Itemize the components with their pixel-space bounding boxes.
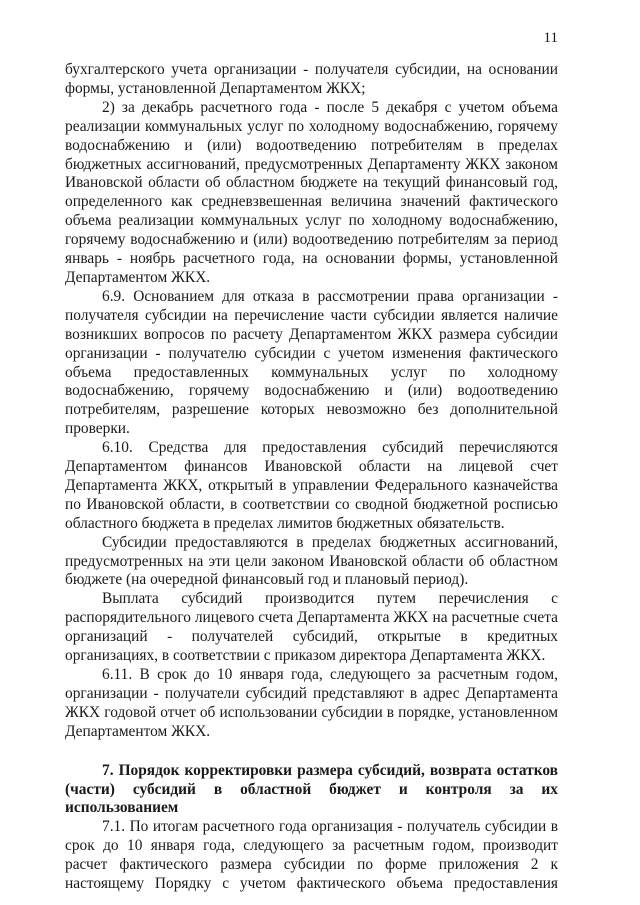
paragraph-6-10: 6.10. Средства для предоставления субсидий перечисляются Департаментом финансов Ивановской области на лицевой счет Департамента ЖКХ, открытый в управлении Федерального казначейства по Ивановской области, в соответствии со сводной бюджетной росписью областного бюджета в пределах лимитов бюджетных обязательств. [65,439,558,532]
section-spacer [65,742,558,762]
paragraph-subsidies-limits: Субсидии предоставляются в пределах бюджетных ассигнований, предусмотренных на эти цели законом Ивановской области об областном бюджете (на очередной финансовый год и плановый период). [65,533,558,589]
paragraph-6-9: 6.9. Основанием для отказа в рассмотрении права организации - получателя субсидии на перечисление части субсидии является наличие возникших вопросов по расчету Департаментом ЖКХ размера субсидии организации - получателю субсидии с учетом изменения фактического объема предоставленных коммунальных услуг по холодному водоснабжению, горячему водоснабжению и (или) водоотведению потребителям, разрешение которых невозможно без дополнительной проверки. [65,287,558,438]
paragraph-6-11: 6.11. В срок до 10 января года, следующего за расчетным годом, организации - получатели субсидий представляют в адрес Департамента ЖКХ годовой отчет об использовании субсидии в порядке, установленном Департаментом ЖКХ. [65,666,558,740]
section-7-heading: 7. Порядок корректировки размера субсидий, возврата остатков (части) субсидий в областной бюджет и контроля за их использованием [65,761,558,817]
document-body [65,61,558,894]
paragraph-december-calculation: 2) за декабрь расчетного года - после 5 декабря с учетом объема реализации коммунальных услуг по холодному водоснабжению, горячему водоснабжению и (или) водоотведению потребителям в пределах бюджетных ассигнований, предусмотренных Департаменту ЖКХ законом Ивановской области об областном бюджете на текущий финансовый год, определенного как средневзвешенная величина значений фактического объема реализации коммунальных услуг по холодному водоснабжению, горячему водоснабжению и (или) водоотведению потребителям за период январь - ноябрь расчетного года, на основании формы, установленной Департаментом ЖКХ. [65,98,558,286]
page-number: 11 [543,30,558,46]
paragraph-7-1: 7.1. По итогам расчетного года организация - получатель субсидии в срок до 10 января года, следующего за расчетным годом, производит расчет фактического размера субсидии по форме приложения 2 к настоящему Порядку с учетом фактического объема предоставления [65,818,558,893]
paragraph-continuation: бухгалтерского учета организации - получателя субсидии, на основании формы, установленной Департаментом ЖКХ; [65,61,558,97]
paragraph-payment: Выплата субсидий производится путем перечисления с распорядительного лицевого счета Департамента ЖКХ на расчетные счета организаций - получателей субсидий, открытые в кредитных организациях, в соответствии с приказом директора Департамента ЖКХ. [65,590,558,665]
